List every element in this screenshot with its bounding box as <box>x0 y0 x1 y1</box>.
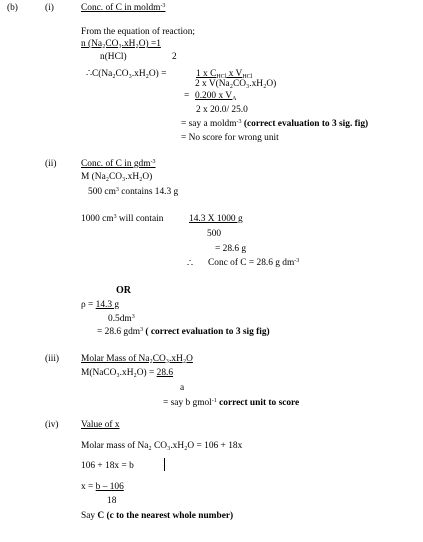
will-contain-line: 1000 $cm^3$ will contain <box>81 214 164 224</box>
fraction-denominator: 2 x V(Na₂CO₃.xH₂O) <box>195 79 277 89</box>
heading-iii: Molar Mass of Na₂CO₃.xH₂O <box>81 354 193 364</box>
x-denominator: 18 <box>107 496 117 506</box>
heading-i: Conc. of C in moldm$^{-3}$ <box>81 3 166 13</box>
ratio-denominator: n(HCl) <box>100 52 127 62</box>
molar-m-line: M (Na₂CO₃.xH₂O) <box>81 172 153 182</box>
sub-num-iii: (iii) <box>45 354 60 364</box>
eq2-numerator: 0.200 x $V_A$ <box>195 91 237 102</box>
sub-num-iv: (iv) <box>45 420 59 430</box>
vertical-bar <box>164 458 165 471</box>
heading-iv: Value of x <box>81 420 120 430</box>
say-b-line: = say b gmol$^{-1}$ correct unit to score <box>163 398 300 408</box>
sub-num-ii: (ii) <box>45 159 57 169</box>
molar-mass-denominator: a <box>180 383 185 393</box>
rho-line: ρ = 14.3 g <box>81 300 120 310</box>
conc-c-line: Conc of C = 28.6 g $dm^{-3}$ <box>208 258 300 268</box>
say-c-line: Say C (c to the nearest whole number) <box>81 511 234 521</box>
result-28-6: = 28.6 g <box>215 244 247 254</box>
molar-mass-x-line: Molar mass of Na₂ CO₃.xH₂O = 106 + 18x <box>81 441 243 451</box>
equation-b-line: 106 + 18x = b <box>81 461 134 471</box>
rho-denominator: $0.5dm^3$ <box>108 314 135 324</box>
intro-text: From the equation of reaction; <box>81 27 196 37</box>
contains-line: 500 $cm^3$ contains 14.3 g <box>88 187 179 197</box>
heading-ii: Conc. of C in gdm$^{-3}$ <box>81 159 156 169</box>
no-score-line: = No score for wrong unit <box>181 133 279 143</box>
sub-num-i: (i) <box>45 3 54 13</box>
rho-result: = 28.6 gdm$^3$ ( correct evaluation to 3 sig fig) <box>97 327 270 337</box>
molar-mass-eq: M(NaCO₃.xH₂O) = 28.6 <box>81 368 174 378</box>
ratio-numerator: n (Na₂CO₃.xH₂O) =1 <box>81 39 161 49</box>
will-contain-numerator: 14.3 X 1000 g <box>189 214 243 224</box>
say-a-line: = say a moldm$^{-3}$ (correct evaluation to 3 sig. fig) <box>181 119 369 129</box>
therefore-lhs: ∴C(Na₂CO₃.xH₂O) = <box>86 69 167 79</box>
part-label: (b) <box>7 3 18 13</box>
therefore-symbol: ∴ <box>187 259 193 269</box>
x-eq-line: x = b – 106 <box>81 482 124 492</box>
or-label: OR <box>116 285 131 296</box>
ratio-two: 2 <box>172 52 177 62</box>
eq2-denominator: 2 x 20.0/ 25.0 <box>196 105 248 115</box>
will-contain-denominator: 500 <box>207 229 222 239</box>
fraction-numerator: 1 x $C_{HCl}$ x $V_{HCl}$ <box>196 69 253 80</box>
eq2-equals: = <box>184 91 190 101</box>
